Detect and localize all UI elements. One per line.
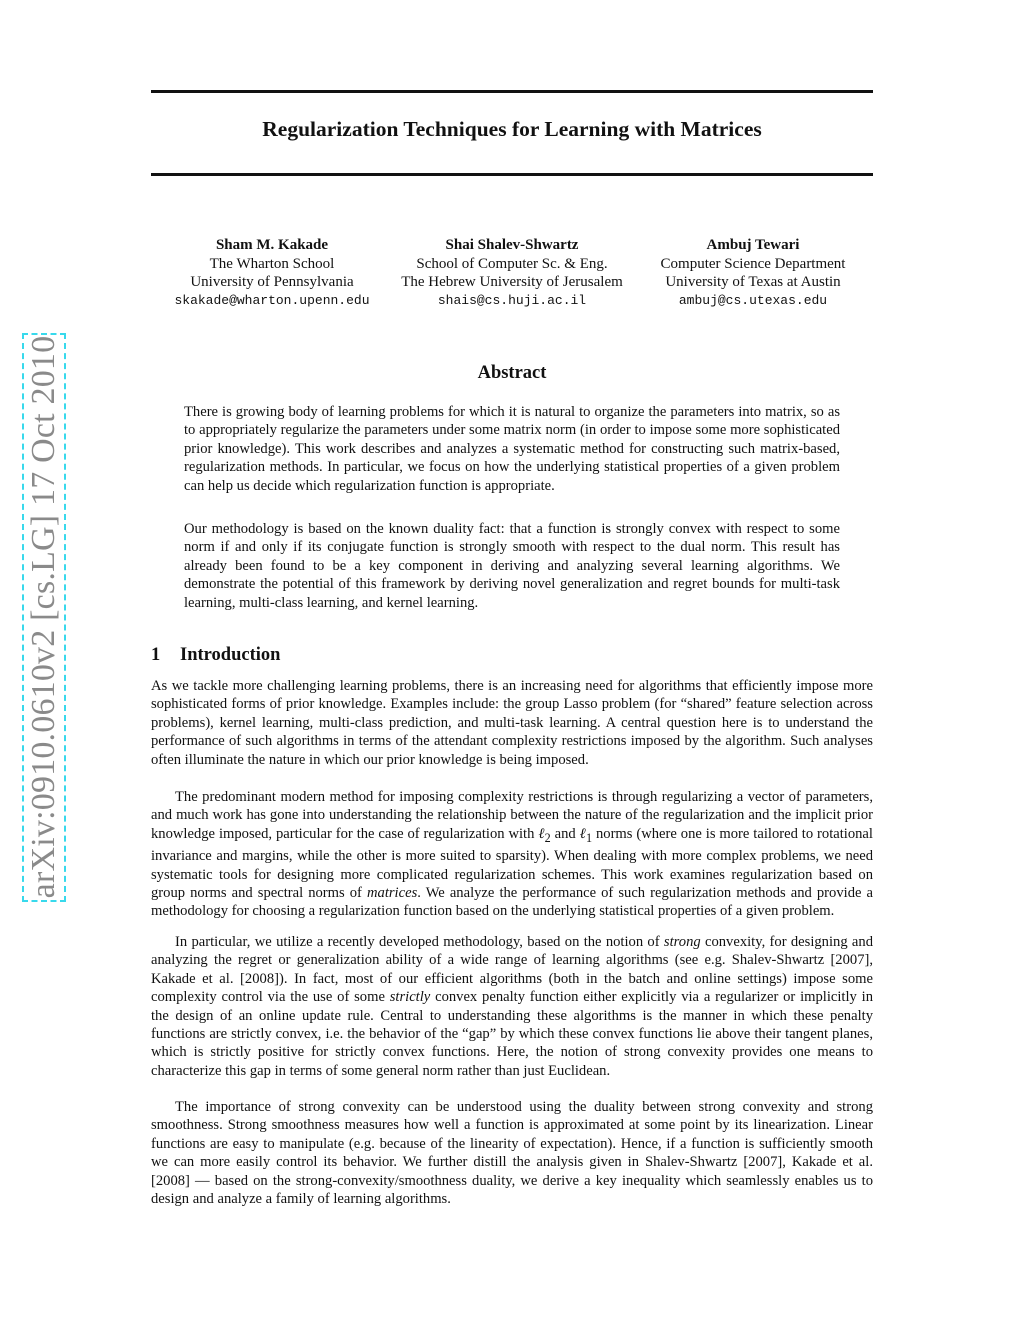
body-paragraph xyxy=(151,933,873,1080)
text-run: convexity, for designing and analyzing the regret or generalization ability of a wide range of learning algorithms (see e.g. Shalev-Shwartz [2007], Kakade et al. [2008]). In fact, most of our efficient algorithms (both in the batch and online settings) impose some complexity control via the use of some xyxy=(151,934,873,1006)
author-block xyxy=(385,236,639,310)
author-affiliation: The Wharton School xyxy=(209,255,335,272)
text-run: . We analyze the performance of such regularization methods and provide a methodology for choosing a regularization function based on the underlying statistical properties of a given problem. xyxy=(151,884,874,920)
author-name: Ambuj Tewari xyxy=(706,237,800,253)
text-run: The predominant modern method for imposing complexity restrictions is through regularizing a vector of parameters, and much work has gone into understanding the relationship between the nature of the regularization and the implicit prior knowledge imposed, particular for the case of regularization with xyxy=(151,789,873,842)
author-email: shais@cs.huji.ac.il xyxy=(437,292,587,308)
emphasis: strong xyxy=(663,934,701,950)
emphasis: matrices xyxy=(366,884,418,901)
title-rule-top xyxy=(151,90,873,93)
author-name: Shai Shalev-Shwartz xyxy=(445,237,579,253)
author-affiliation: The Hebrew University of Jerusalem xyxy=(401,274,623,290)
author-email: ambuj@cs.utexas.edu xyxy=(678,292,828,308)
paper-title: Regularization Techniques for Learning with Matrices xyxy=(262,117,762,141)
section-title: Introduction xyxy=(180,645,281,665)
author-name: Sham M. Kakade xyxy=(215,237,329,253)
math-ell: ℓ xyxy=(579,825,586,842)
section-heading xyxy=(151,645,280,666)
emphasis: strictly xyxy=(389,989,431,1006)
body-paragraph xyxy=(151,788,873,921)
abstract-paragraph: Our methodology is based on the known duality fact: that a function is strongly convex with respect to some norm if and only if its conjugate function is strongly smooth with respect to the dual norm. This result has already been found to be a key component in deriving and analyzing several learning algorithms. We demonstrate the potential of this framework by deriving novel generalization and regret bounds for multi-task learning, multi-class learning, and kernel learning. xyxy=(184,521,840,611)
text-run: and xyxy=(550,825,580,842)
text-run: norms (where one is more tailored to rotational invariance and margins, while the other is more suited to sparsity). When dealing with more complex problems, we need systematic tools for designing more complicated regularization schemes. This work examines regularization based on group norms and spectral norms of xyxy=(151,825,873,901)
body-paragraph: As we tackle more challenging learning problems, there is an increasing need for algorithms that efficiently impose more sophisticated forms of prior knowledge. Examples include: the group Lasso problem (for “shared” feature selection across problems), kernel learning, multi-class prediction, and multi-task learning. A central question here is to understand the performance of such algorithms in terms of the attendant complexity restrictions imposed by the algorithm. Such analyses often illuminate the nature in which our prior knowledge is being imposed. xyxy=(151,678,873,768)
author-block xyxy=(642,236,864,310)
abstract-heading: Abstract xyxy=(477,363,547,383)
arxiv-stamp-text: arXiv:0910.0610v2 [cs.LG] 17 Oct 2010 xyxy=(25,335,62,899)
title-rule-bottom xyxy=(151,173,873,176)
math-ell: ℓ xyxy=(538,825,545,842)
math-subscript: 1 xyxy=(585,830,593,845)
author-affiliation: Computer Science Department xyxy=(660,255,846,272)
body-paragraph: The importance of strong convexity can be understood using the duality between strong convexity and strong smoothness. Strong smoothness measures how well a function is approximated at some point by its linearization. Linear functions are easy to manipulate (e.g. because of the linearity of expectation). Hence, if a function is sufficiently smooth we can more easily control its behavior. We further distill the analysis given in Shalev-Shwartz [2007], Kakade et al. [2008] — based on the strong-convexity/smoothness duality, we derive a key inequality which seamlessly enables us to design and analyze a family of learning algorithms. xyxy=(151,1099,873,1208)
text-run: convex penalty function either explicitly via a regularizer or implicitly in the design of an online update rule. Central to understanding these algorithms is the manner in which these penalty functions are strictly convex, i.e. the behavior of the “gap” by which these convex functions lie above their tangent planes, which is strictly positive for strictly convex functions. Here, the notion of strong convexity provides one means to characterize this gap in terms of some general norm rather than just Euclidean. xyxy=(151,989,873,1079)
author-block xyxy=(152,236,392,310)
author-affiliation: University of Texas at Austin xyxy=(665,274,841,290)
author-email: skakade@wharton.upenn.edu xyxy=(174,292,370,308)
text-run: In particular, we utilize a recently developed methodology, based on the notion of xyxy=(175,934,664,950)
author-affiliation: University of Pennsylvania xyxy=(190,274,354,290)
section-number: 1 xyxy=(151,645,161,665)
author-affiliation: School of Computer Sc. & Eng. xyxy=(416,255,608,272)
abstract-paragraph: There is growing body of learning problems for which it is natural to organize the parameters into matrix, so as to appropriately regularize the parameters under some matrix norm (in order to impose some more sophisticated prior knowledge). This work describes and analyzes a systematic method for constructing such matrix-based, regularization methods. In particular, we focus on how the underlying statistical properties of a given problem can help us decide which regularization function is appropriate. xyxy=(184,404,840,494)
math-subscript: 2 xyxy=(544,830,551,845)
